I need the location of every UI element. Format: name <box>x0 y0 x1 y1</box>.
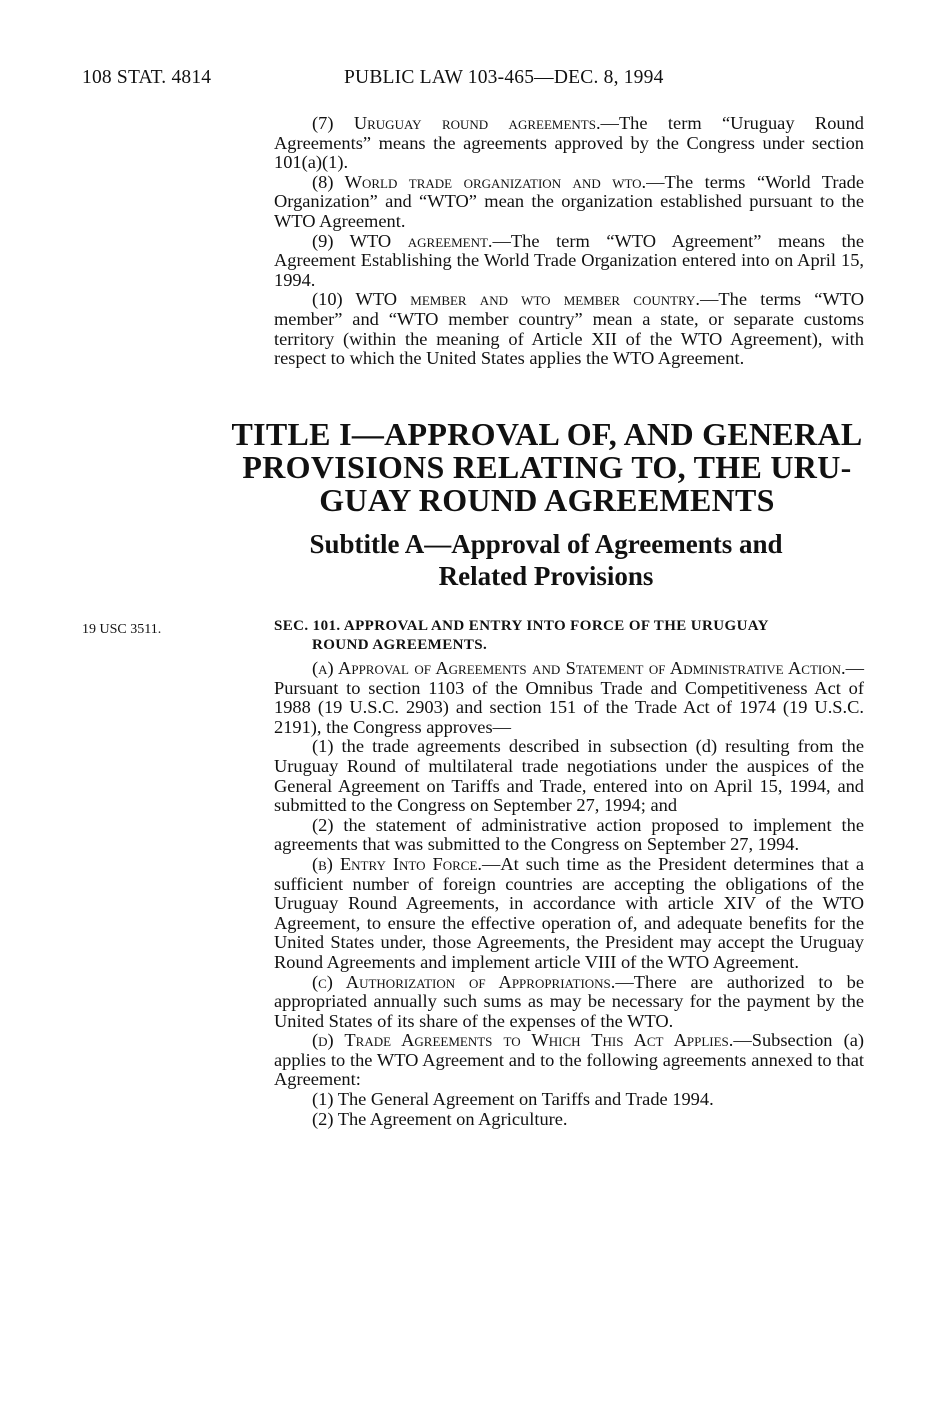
title-line: PROVISIONS RELATING TO, THE URU- <box>242 449 852 485</box>
paragraph-a1: (1) the trade agreements described in subsection (d) resulting from the Uruguay Round of multilateral trade negotiations under the auspices of the General Agreement on Tariffs and Trade, entered into on April 15, 1994, and submitted to the Congress on September 27, 1994; and <box>274 736 864 816</box>
subsection-b <box>274 855 864 973</box>
paragraph-d1: (1) The General Agreement on Tariffs and Trade 1994. <box>312 1089 714 1110</box>
definition-text: —The terms “World Trade Organization” and “WTO” mean the organization established pursuant to the WTO Agreement. <box>274 171 864 231</box>
subsection-text: —Pursuant to section 1103 of the Omnibus Trade and Competitiveness Act of 1988 (19 U.S.C. 2903) and section 151 of the Trade Act of 1974 (19 U.S.C. 2191), the Congress approves— <box>274 658 864 737</box>
subtitle-line: Related Provisions <box>438 561 654 591</box>
section-heading <box>274 617 864 655</box>
subsection-heading: (b) Entry Into Force. <box>312 853 482 874</box>
subtitle-heading <box>236 528 856 592</box>
definition-heading: (10) WTO member and wto member country. <box>312 289 701 310</box>
definition-heading: (9) WTO agreement. <box>312 230 493 251</box>
subsection-heading: (a) Approval of Agreements and Statement of Administrative Action. <box>312 658 846 678</box>
definitions-block <box>274 114 864 369</box>
subsection-a <box>274 659 864 737</box>
subsection-text: —There are authorized to be appropriated annually such sums as may be necessary for the payment by the United States of its share of the expenses of the WTO. <box>274 971 864 1031</box>
stat-page-number: 108 STAT. 4814 <box>82 67 212 88</box>
definition-heading: (8) World trade organization and wto. <box>312 171 647 192</box>
paragraph-d2: (2) The Agreement on Agriculture. <box>312 1108 568 1129</box>
paragraph-a2: (2) the statement of administrative action proposed to implement the agreements that was submitted to the Congress on September 27, 1994. <box>274 814 864 855</box>
usc-margin-note: 19 USC 3511. <box>82 622 162 637</box>
subsection-heading: (d) Trade Agreements to Which This Act Applies. <box>312 1030 734 1051</box>
definition-10 <box>274 290 864 368</box>
subsection-c <box>274 973 864 1032</box>
subsection-heading: (c) Authorization of Appropriations. <box>312 971 616 992</box>
subsection-d <box>274 1031 864 1090</box>
public-law-citation: PUBLIC LAW 103-465—DEC. 8, 1994 <box>344 67 664 88</box>
definition-text: —The terms “WTO member” and “WTO member country” mean a state, or separate customs territory (within the meaning of Article XII of the WTO Agreement), with respect to which the United States applies the WTO Agreement. <box>274 289 864 369</box>
definition-9 <box>274 232 864 291</box>
definition-8 <box>274 173 864 232</box>
title-heading <box>226 418 868 517</box>
title-line: TITLE I—APPROVAL OF, AND GENERAL <box>231 416 863 452</box>
definition-7 <box>274 114 864 173</box>
title-line: GUAY ROUND AGREEMENTS <box>319 482 775 518</box>
definition-text: —The term “WTO Agreement” means the Agreement Establishing the World Trade Organization entered into on April 15, 1994. <box>274 230 865 290</box>
definition-text: —The term “Uruguay Round Agreements” means the agreements approved by the Congress under section 101(a)(1). <box>274 113 864 173</box>
section-101 <box>274 617 864 1129</box>
definition-heading: (7) Uruguay round agreements. <box>312 113 601 133</box>
subsection-text: —At such time as the President determines that a sufficient number of foreign countries are accepting the obligations of the Uruguay Round Agreements, in accordance with article XIV of the WTO Agreement, to ensure the effective operation of, and adequate benefits for the United States under, those Agreements, the President may accept the Uruguay Round Agreements and implement article VIII of the WTO Agreement. <box>274 853 864 972</box>
subtitle-line: Subtitle A—Approval of Agreements and <box>309 529 783 559</box>
section-heading-line: SEC. 101. APPROVAL AND ENTRY INTO FORCE OF THE URUGUAY <box>274 618 769 634</box>
subsection-text: —Subsection (a) applies to the WTO Agreement and to the following agreements annexed to that Agreement: <box>274 1030 864 1090</box>
section-heading-line: ROUND AGREEMENTS. <box>312 637 488 653</box>
